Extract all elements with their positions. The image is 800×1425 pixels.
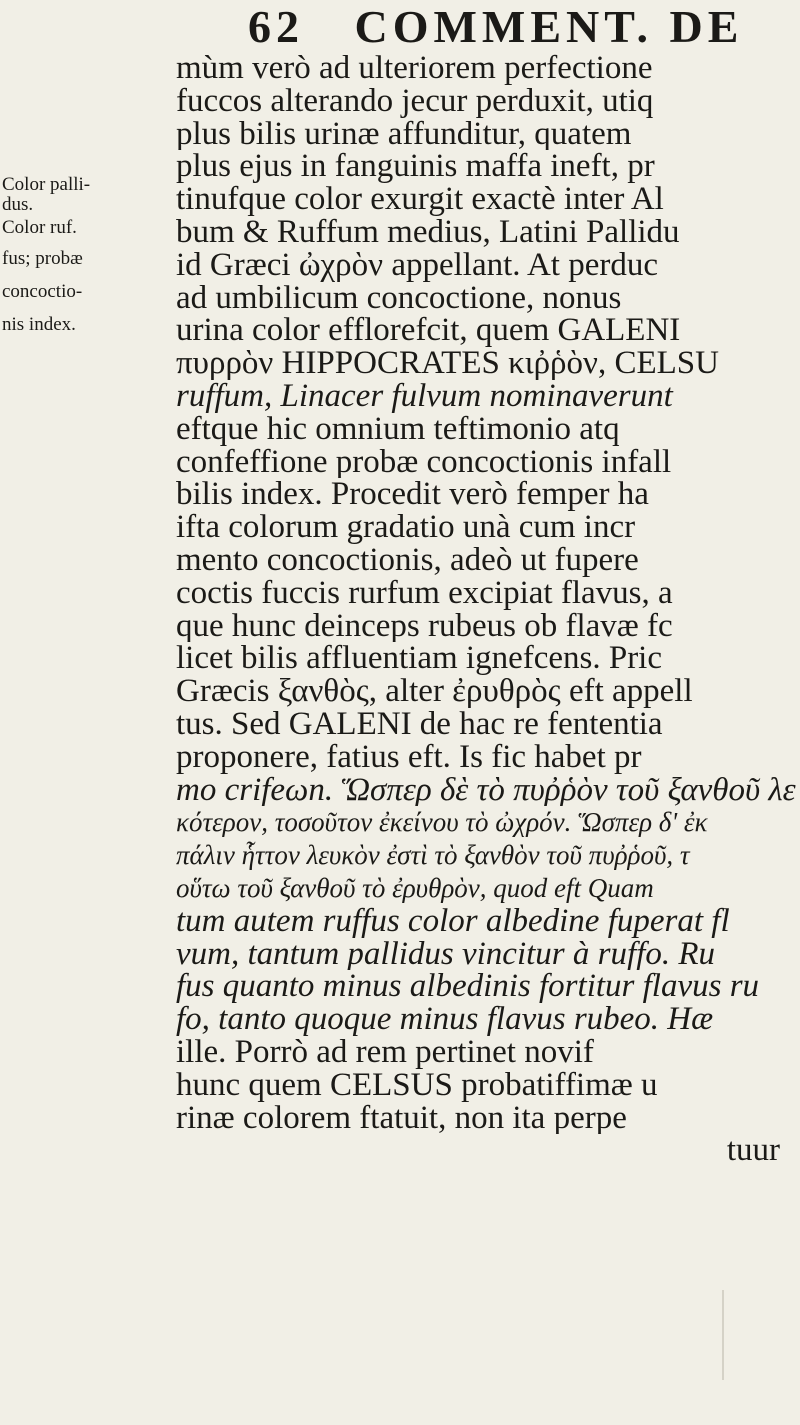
text-line: licet bilis affluentiam ignefcens. Pric	[176, 642, 662, 676]
text-line: ifta colorum gradatio unà cum incr	[176, 511, 636, 544]
margin-note: concoctio-	[2, 281, 83, 302]
text-line: bum & Ruffum medius, Latini Pallidu	[176, 215, 680, 249]
running-header	[248, 0, 800, 53]
page-number: 62	[248, 1, 304, 52]
text-line: tinufque color exurgit exactè inter Al	[176, 183, 664, 216]
text-line: fuccos alterando jecur perduxit, utiq	[176, 84, 654, 118]
text-line: eftque hic omnium teftimonio atq	[176, 412, 620, 446]
margin-note: fus; probæ	[2, 247, 83, 269]
text-line: fo, tanto quoque minus flavus rubeo. Hæ	[176, 1003, 714, 1036]
margin-note: Color palli-	[2, 174, 91, 195]
text-line: confeffione probæ concoctionis infall	[176, 445, 672, 479]
text-line: que hunc deinceps rubeus ob flavæ fc	[176, 609, 673, 643]
text-line: tuur	[726, 1134, 780, 1168]
text-line: urina color efflorefcit, quem GALENI	[176, 314, 681, 348]
text-line: proponere, fatius eft. Is fic habet pr	[176, 740, 642, 774]
text-line: tum autem ruffus color albedine fuperat fl	[176, 904, 730, 938]
text-line: κότερον, τοσοῦτον ἐκείνου τὸ ὠχρόν. Ὥσπερ δ' ἐκ	[176, 807, 708, 838]
text-line: fus quanto minus albedinis fortitur flavus ru	[176, 970, 760, 1004]
text-line: bilis index. Procedit verò femper ha	[176, 478, 649, 512]
text-line: πυρρὸν HIPPOCRATES κιῤῥὸν, CELSU	[176, 347, 719, 380]
text-line: plus bilis urinæ affunditur, quatem	[176, 117, 632, 151]
text-line: mùm verò ad ulteriorem perfectione	[176, 52, 653, 85]
body-text	[176, 52, 800, 1167]
text-line: οὕτω τοῦ ξανθοῦ τὸ ἐρυθρὸν, quod eft Quam	[176, 872, 654, 903]
text-line: ille. Porrò ad rem pertinet novif	[176, 1035, 594, 1069]
text-line: coctis fuccis rurfum excipiat flavus, a	[176, 576, 673, 610]
text-line: plus ejus in fanguinis maffa ineft, pr	[176, 150, 655, 184]
text-line: rinæ colorem ftatuit, non ita perpe	[176, 1101, 627, 1135]
margin-note: dus.	[2, 193, 34, 215]
margin-note: nis index.	[2, 313, 76, 335]
text-line: ad umbilicum concoctione, nonus	[176, 281, 622, 315]
margin-note: Color ruf.	[2, 217, 77, 238]
text-line: Græcis ξανθὸς, alter ἐρυθρὸς eft appell	[176, 675, 693, 708]
text-line: ruffum, Linacer fulvum nominaverunt	[176, 379, 673, 413]
text-line: vum, tantum pallidus vincitur à ruffo. Ru	[176, 937, 715, 971]
text-line: πάλιν ἧττον λευκὸν ἐστὶ τὸ ξανθὸν τοῦ πυῤῥοῦ, τ	[176, 840, 690, 871]
text-line: mento concoctionis, adeò ut fupere	[176, 543, 639, 577]
margin-notes	[2, 175, 114, 334]
running-title: COMMENT. DE	[354, 1, 744, 52]
paper-mark	[722, 1290, 724, 1380]
text-line: id Græci ὠχρὸν appellant. At perduc	[176, 248, 658, 282]
text-line: hunc quem CELSUS probatiffimæ u	[176, 1068, 658, 1102]
text-line: tus. Sed GALENI de hac re fententia	[176, 707, 663, 741]
text-line: mo crifeωn. Ὥσπερ δὲ τὸ πυῤῥὸν τοῦ ξανθοῦ λε	[176, 773, 796, 807]
